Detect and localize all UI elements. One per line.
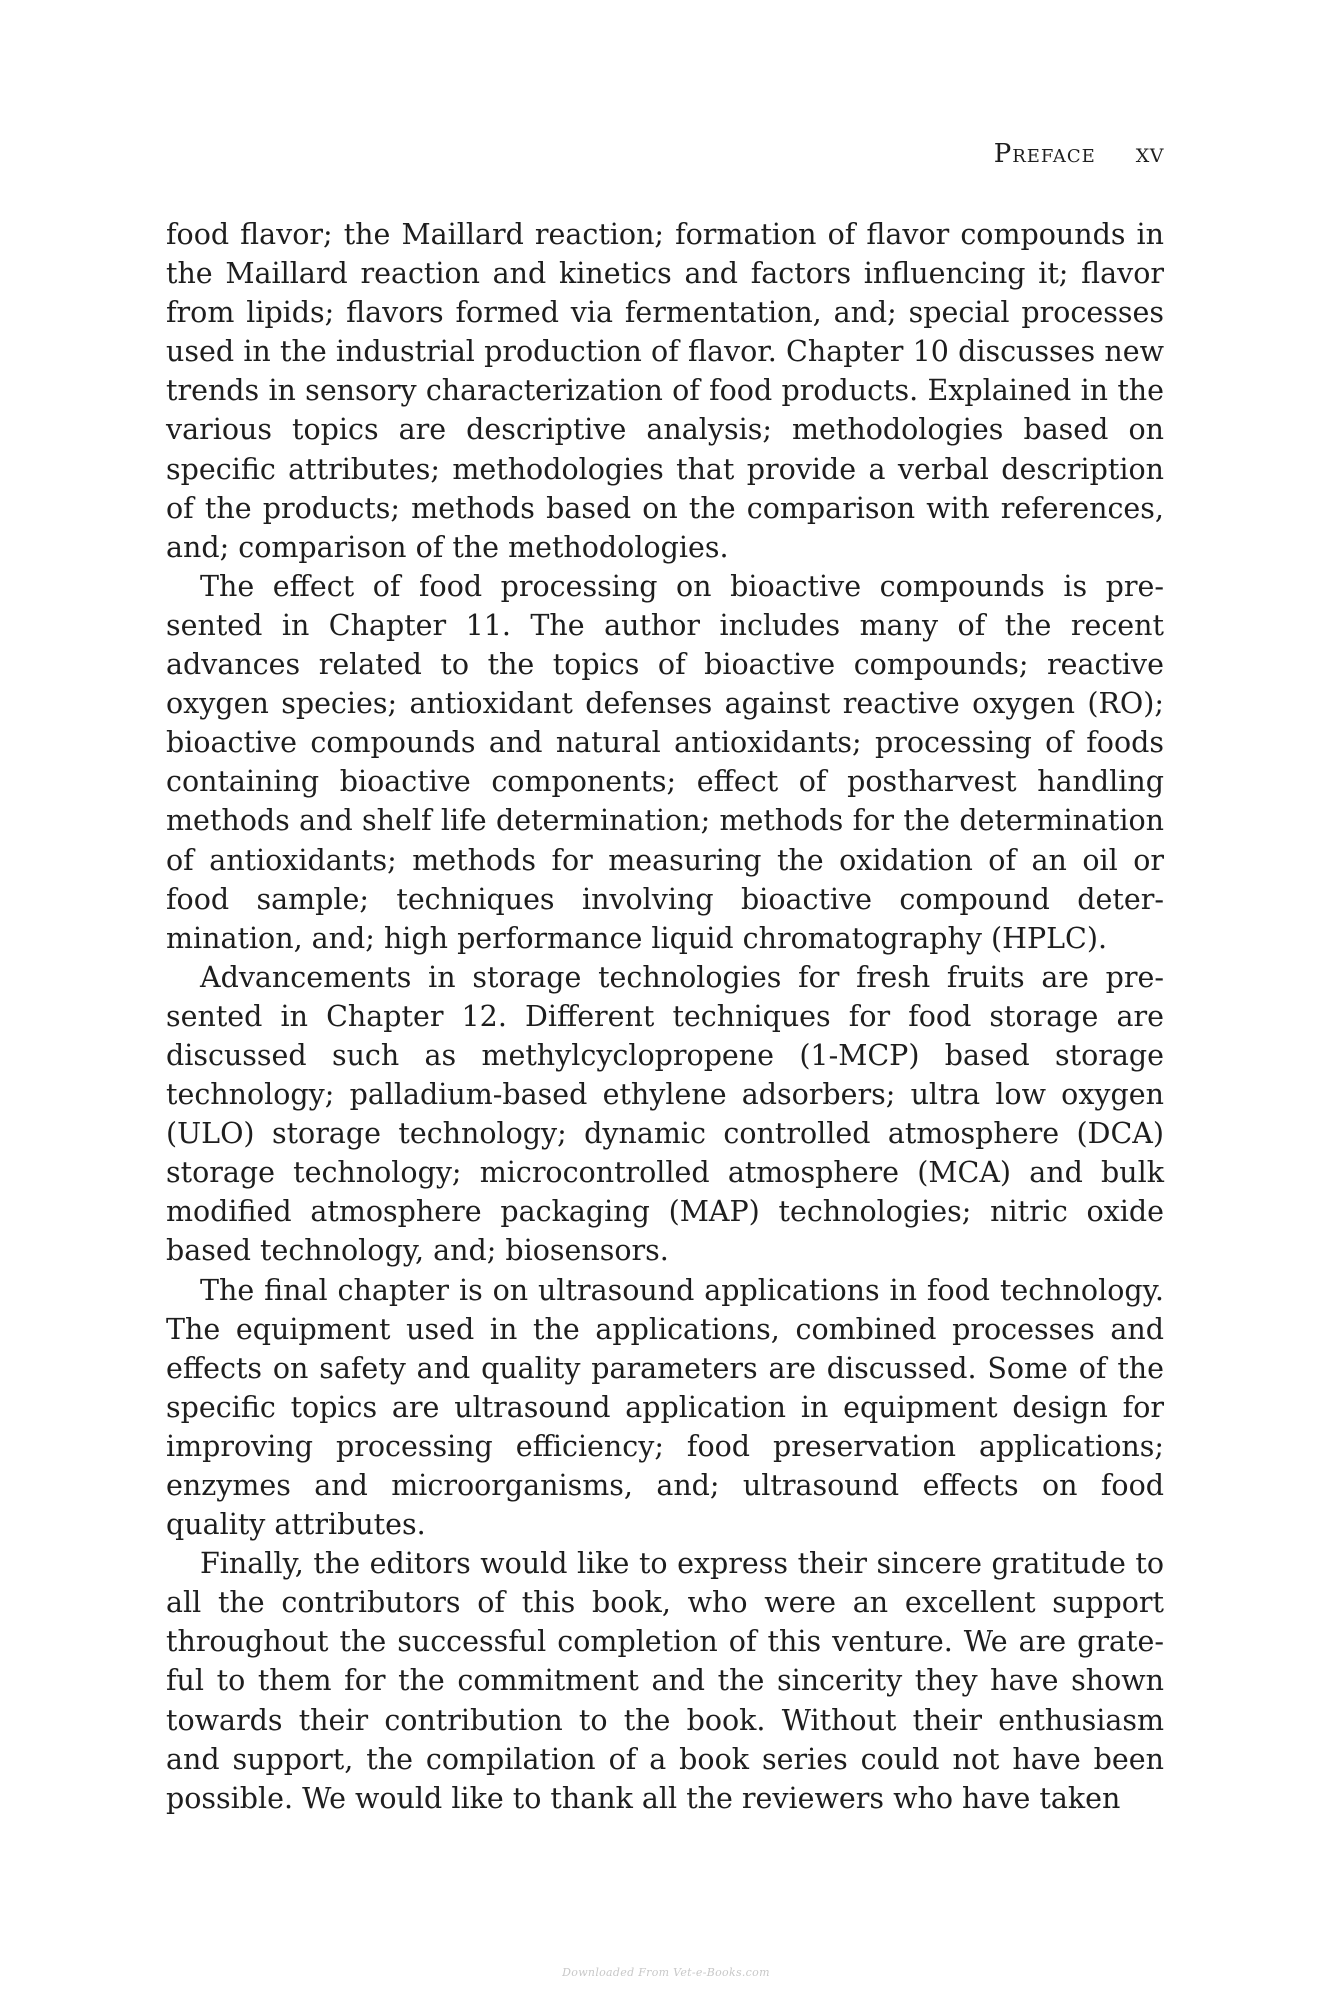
paragraph-continuation: food flavor; the Maillard reaction; formation of flavor compounds in the Maillard reaction and kinetics and factors influencing it; flavor from lipids; flavors formed via fermentation, and; special processes used in the industrial production of flavor. Chapter 10 discusses new trends in sensory characterization of food products. Explained in the various topics are descriptive analysis; methodologies based on specific attributes; methodologies that provide a verbal description of the products; methods based on the comparison with references, and; comparison of the methodologies. xyxy=(166,218,1164,564)
paragraph-acknowledgements: Finally, the editors would like to express their sincere gratitude to all the contributors of this book, who were an excellent support throughout the successful completion of this venture. We are grateful to them for the commitment and the sincerity they have shown towards their contribution to the book. Without their enthusiasm and support, the compilation of a book series could not have been possible. We would like to thank all the reviewers who have taken xyxy=(166,1547,1164,1815)
paragraph-final-chapter: The final chapter is on ultrasound applications in food technology. The equipment used in the applications, combined processes and effects on safety and quality parameters are discussed. Some of the specific topics are ultrasound application in equipment design for improving processing efficiency; food preservation applications; enzymes and microorganisms, and; ultrasound effects on food quality attributes. xyxy=(166,1273,1164,1542)
watermark: Downloaded From Vet-e-Books.com xyxy=(562,1966,770,1979)
running-head xyxy=(994,138,1164,169)
paragraph-chapter-11: The effect of food processing on bioactive compounds is presented in Chapter 11. The author includes many of the recent advances related to the topics of bioactive compounds; reactive oxygen species; antioxidant defenses against reactive oxygen (RO); bioactive compounds and natural antioxidants; processing of foods containing bioactive components; effect of postharvest handling methods and shelf life determination; methods for the determination of antioxidants; methods for measuring the oxidation of an oil or food sample; techniques involving bioactive compound determination, and; high performance liquid chromatography (HPLC). xyxy=(166,569,1164,955)
body-text xyxy=(166,215,1164,1818)
running-head-title: Preface xyxy=(993,139,1096,169)
page-number: xv xyxy=(1135,138,1164,169)
paragraph-chapter-12: Advancements in storage technologies for fresh fruits are presented in Chapter 12. Different techniques for food storage are discussed such as methylcyclopropene (1-MCP) based storage technology; palladium-based ethylene adsorbers; ultra low oxygen (ULO) storage technology; dynamic controlled atmosphere (DCA) storage technology; microcontrolled atmosphere (MCA) and bulk modified atmosphere packaging (MAP) technologies; nitric oxide based technology, and; biosensors. xyxy=(166,960,1164,1268)
